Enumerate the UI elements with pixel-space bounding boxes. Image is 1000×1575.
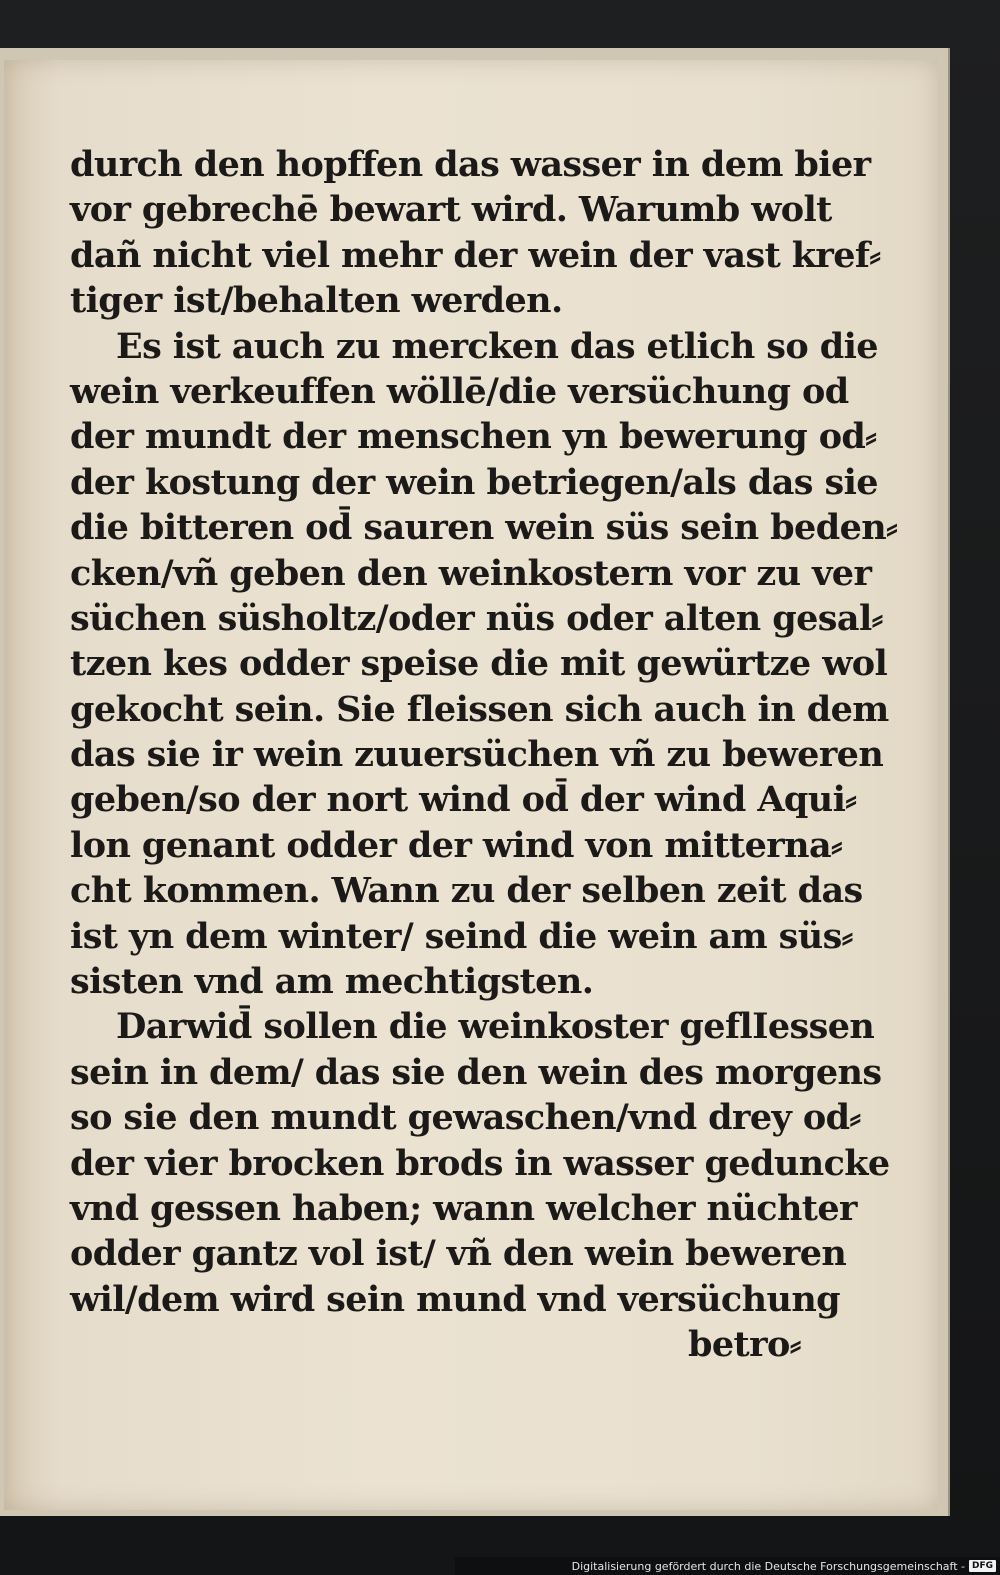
text-line: cken/vñ geben den weinkostern vor zu ver xyxy=(70,552,872,594)
text-line: tiger ist/behalten werden. xyxy=(70,280,563,322)
text-line: durch den hopffen das wasser in dem bier xyxy=(70,144,871,185)
text-line: wil/dem wird sein mund vnd versüchung xyxy=(70,1278,841,1320)
text-line: vor gebrechē bewart wird. Warumb wolt xyxy=(70,189,832,231)
text-line: dañ nicht viel mehr der wein der vast kref⸗ xyxy=(70,234,881,276)
text-line: cht kommen. Wann zu der selben zeit das xyxy=(70,870,863,912)
text-line: lon genant odder der wind von mitterna⸗ xyxy=(70,824,843,866)
text-line: süchen süsholtz/oder nüs oder alten gesal⸗ xyxy=(70,597,883,639)
funding-credit: Digitalisierung gefördert durch die Deutsche Forschungsgemeinschaft - xyxy=(571,1559,965,1573)
paragraph-start-line: Darwid̄ sollen die weinkoster geflIessen xyxy=(116,1006,875,1048)
text-line: der kostung der wein betriegen/als das sie xyxy=(70,461,878,503)
text-line: gekocht sein. Sie fleissen sich auch in dem xyxy=(70,688,889,730)
text-line: sisten vnd am mechtigsten. xyxy=(70,961,594,1003)
text-line: so sie den mundt gewaschen/vnd drey od⸗ xyxy=(70,1097,861,1139)
text-line: odder gantz vol ist/ vñ den wein beweren xyxy=(70,1233,847,1275)
text-line: das sie ir wein zuuersüchen vñ zu beweren xyxy=(70,734,884,776)
catchword: betro⸗ xyxy=(688,1324,801,1366)
text-line: vnd gessen haben; wann welcher nüchter xyxy=(70,1187,857,1229)
text-line: der mundt der menschen yn bewerung od⸗ xyxy=(70,416,877,458)
text-line: der vier brocken brods in wasser geduncke xyxy=(70,1142,890,1184)
page-text xyxy=(70,142,898,1368)
book-page xyxy=(4,60,938,1510)
text-line: ist yn dem winter/ seind die wein am süs⸗ xyxy=(70,915,853,957)
digitization-footer xyxy=(455,1557,1000,1575)
text-line: die bitteren od̄ sauren wein süs sein beden⸗ xyxy=(70,507,898,549)
text-line: sein in dem/ das sie den wein des morgens xyxy=(70,1051,882,1093)
dfg-logo: DFG xyxy=(969,1560,996,1572)
text-line: tzen kes odder speise die mit gewürtze wol xyxy=(70,643,888,685)
text-line: wein verkeuffen wöllē/die versüchung od xyxy=(70,370,849,412)
paragraph-start-line: Es ist auch zu mercken das etlich so die xyxy=(116,325,878,367)
text-line: geben/so der nort wind od̄ der wind Aqui⸗ xyxy=(70,779,857,821)
